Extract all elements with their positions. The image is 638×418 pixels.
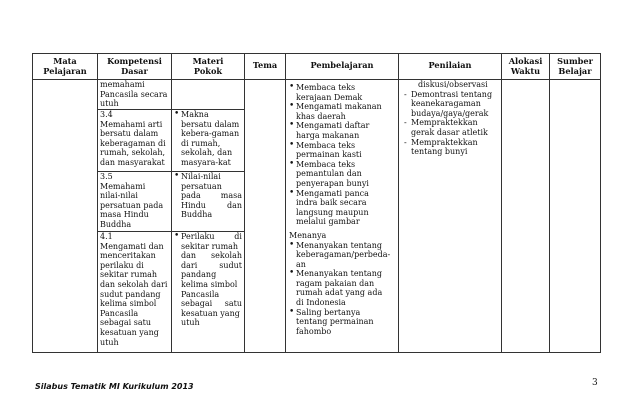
cell-sumber-belajar: [550, 80, 601, 353]
header-kompetensi-dasar: Kompetensi Dasar: [98, 54, 172, 80]
pembelajaran-item-6: • Mengamati panca indra baik secara langsung maupun melalui gambar: [289, 189, 395, 227]
header-sumber-belajar: Sumber Belajar: [550, 54, 601, 80]
menanya-heading: Menanya: [289, 230, 327, 240]
pembelajaran-item-2: • Mengamati makanan khas daerah: [289, 102, 395, 121]
materi-bullet-3: • Perilaku di sekitar rumah dan sekolah dari sudut pandang kelima simbol Pancasila sebagai satu kesatuan yang utuh: [174, 232, 242, 328]
materi-bullet-2: • Nilai-nilai persatuan pada masa Hindu dan Buddha: [174, 172, 242, 220]
header-alokasi-waktu: Alokasi Waktu: [502, 54, 550, 80]
cell-pembelajaran: [286, 80, 399, 353]
pembelajaran-item-3: • Mengamati daftar harga makanan: [289, 121, 395, 140]
penilaian-item-2: - Mempraktekkan gerak dasar atletik: [402, 118, 498, 137]
pembelajaran-item-4: • Membaca teks permainan kasti: [289, 141, 395, 160]
header-penilaian: Penilaian: [399, 54, 502, 80]
penilaian-item-1: - Demontrasi tentang keanekaragaman budaya/gaya/gerak: [402, 90, 498, 119]
table-header-row: [33, 54, 601, 80]
pembelajaran-item-5: • Membaca teks pemantulan dan penyerapan bunyi: [289, 160, 395, 189]
materi-spacer: [172, 80, 244, 110]
materi-bullet-1: • Makna bersatu dalam kebera-gaman di rumah, sekolah, dan masyara-kat: [174, 110, 242, 168]
menanya-item-3: • Saling bertanya tentang permainan fahombo: [289, 308, 395, 337]
cell-kompetensi-dasar: [98, 80, 172, 353]
table-body-row: [33, 80, 601, 353]
cell-tema: [245, 80, 286, 353]
syllabus-table: [32, 53, 601, 353]
materi-item-3: [172, 232, 244, 352]
menanya-item-2: • Menanyakan tentang ragam pakaian dan rumah adat yang ada di Indonesia: [289, 269, 395, 307]
kd-block-continued: memahami Pancasila secara utuh: [98, 80, 171, 110]
pembelajaran-item-1: • Membaca teks kerajaan Demak: [289, 83, 395, 102]
kd-block-4-1: 4.1 Mengamati dan menceritakan perilaku di sekitar rumah dan sekolah dari sudut pandang kelima simbol Pancasila sebagai satu kesatuan yang utuh: [100, 232, 168, 347]
menanya-item-1: • Menanyakan tentang keberagaman/perbeda- an: [289, 241, 395, 270]
materi-item-2: [172, 172, 244, 232]
penilaian-item-3: - Mempraktekkan tentang bunyi: [402, 138, 498, 157]
header-tema: Tema: [245, 54, 286, 80]
kd-block-3-5: 3.5 Memahami nilai-nilai persatuan pada masa Hindu Buddha: [98, 172, 171, 232]
cell-materi-pokok: [172, 80, 245, 353]
header-materi-pokok: Materi Pokok: [172, 54, 245, 80]
kd-block-3-4: 3.4 Memahami arti bersatu dalam keberagaman di rumah, sekolah, dan masyarakat: [98, 110, 171, 172]
penilaian-first-line: diskusi/observasi: [418, 80, 488, 89]
footer-title: Silabus Tematik MI Kurikulum 2013: [35, 382, 194, 391]
cell-mata-pelajaran: [33, 80, 98, 353]
cell-penilaian: [399, 80, 502, 353]
cell-alokasi-waktu: [502, 80, 550, 353]
header-mata-pelajaran: Mata Pelajaran: [33, 54, 98, 80]
page-number: 3: [592, 378, 598, 388]
header-pembelajaran: Pembelajaran: [286, 54, 399, 80]
materi-item-1: [172, 110, 244, 172]
